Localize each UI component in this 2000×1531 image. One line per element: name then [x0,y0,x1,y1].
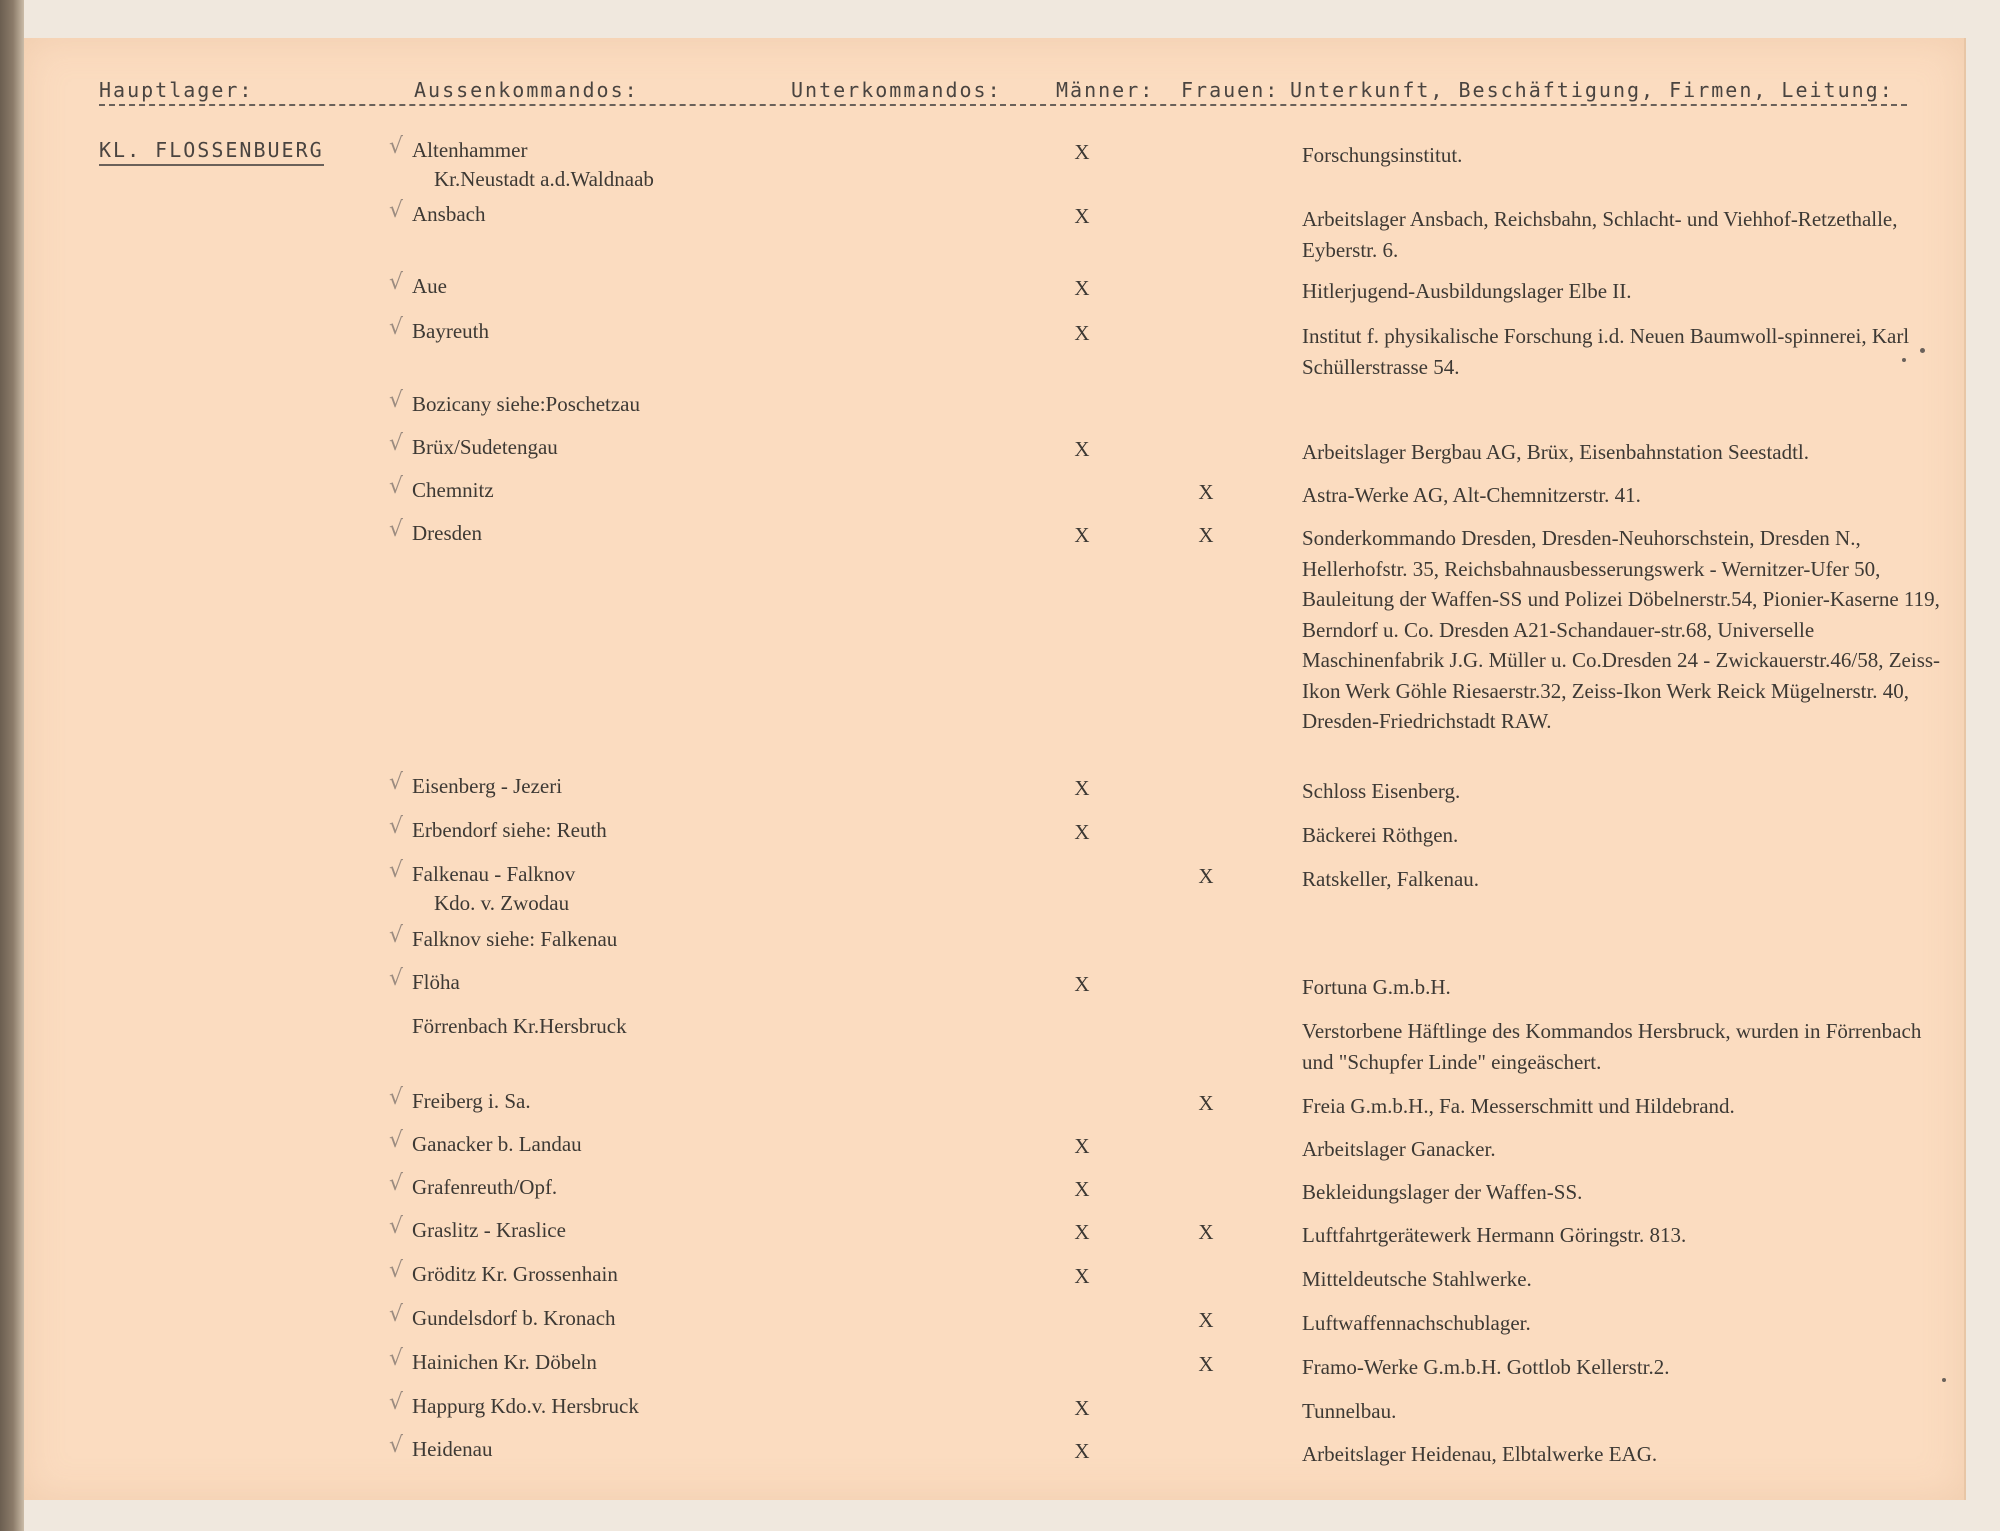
sub-camp-name-line: Altenhammer [412,138,528,162]
checkmark-icon: √ [389,474,404,499]
book-binding [0,0,24,1531]
sub-camp-name [412,1087,531,1116]
main-camp-name: KL. FLOSSENBUERG [99,138,324,166]
checkmark-icon: √ [389,198,404,223]
sub-camp-name [412,1435,492,1464]
accommodation-description: Luftwaffennachschublager. [1302,1311,1531,1335]
accommodation-description: Astra-Werke AG, Alt-Chemnitzerstr. 41. [1302,483,1641,507]
men-mark: X [1074,1220,1090,1244]
sub-camp-name-line: Heidenau [412,1437,493,1461]
sub-camp-name-line: Ansbach [412,202,486,226]
accommodation-description: Tunnelbau. [1302,1399,1397,1423]
accommodation-description: Arbeitslager Bergbau AG, Brüx, Eisenbahnstation Seestadtl. [1302,440,1810,464]
sub-camp-name [412,519,482,548]
accommodation-description: Schloss Eisenberg. [1302,779,1461,803]
accommodation-description: Bäckerei Röthgen. [1302,823,1459,847]
accommodation-description: Arbeitslager Heidenau, Elbtalwerke EAG. [1302,1442,1658,1466]
header-details: Unterkunft, Beschäftigung, Firmen, Leitung: [1290,78,1894,102]
women-mark: X [1198,523,1214,547]
checkmark-icon: √ [389,1433,404,1458]
ink-fleck [1902,358,1906,362]
sub-camp-name-line: Bozicany siehe:Poschetzau [412,392,641,416]
sub-camp-name-line: Chemnitz [412,478,494,502]
men-mark: X [1074,1134,1090,1158]
men-mark: X [1074,437,1090,461]
sub-camp-name-line: Gundelsdorf b. Kronach [412,1306,616,1330]
checkmark-icon: √ [389,1302,404,1327]
sub-camp-name-line: Bayreuth [412,319,489,343]
sub-camp-name-line: Brüx/Sudetengau [412,435,558,459]
accommodation-description: Bekleidungslager der Waffen-SS. [1302,1180,1583,1204]
accommodation-description: Arbeitslager Ganacker. [1302,1137,1496,1161]
sub-camp-name-line: Freiberg i. Sa. [412,1089,531,1113]
men-mark: X [1074,1439,1090,1463]
checkmark-icon: √ [389,923,404,948]
sub-camp-name [412,968,460,997]
sub-camp-name-line: Falknov siehe: Falkenau [412,927,618,951]
checkmark-icon: √ [389,814,404,839]
sub-camp-name [412,1216,566,1245]
checkmark-icon: √ [389,1258,404,1283]
men-mark: X [1074,1396,1090,1420]
sub-camp-name [412,272,447,301]
sub-camp-name [412,200,485,229]
sub-camp-location-line: Kr.Neustadt a.d.Waldnaab [434,167,654,191]
sub-camp-name [412,1260,618,1289]
sub-camp-name-line: Dresden [412,521,482,545]
sub-camp-name [412,317,489,346]
sub-camp-name [412,1012,627,1041]
sub-camp-name-line: Eisenberg - Jezeri [412,774,563,798]
sub-camp-name [412,1304,616,1333]
accommodation-description: Freia G.m.b.H., Fa. Messerschmitt und Hildebrand. [1302,1094,1735,1118]
accommodation-description: Forschungsinstitut. [1302,143,1463,167]
accommodation-description: Sonderkommando Dresden, Dresden-Neuhorschstein, Dresden N., Hellerhofstr. 35, Reichsbahnausbesserungswerk - Wernitzer-Ufer 50, Bauleitung der Waffen-SS und Polizei Döbelnerstr.54, Pionier-Kaserne 119, Berndorf u. Co. Dresden A21-Schandauer-str.68, Universelle Maschinenfabrik J.G. Müller u. Co.Dresden 24 - Zwickauerstr.46/58, Zeiss-Ikon Werk Göhle Riesaerstr.32, Zeiss-Ikon Werk Reick Mügelnerstr. 40, Dresden-Friedrichstadt RAW. [1302,526,1941,733]
sub-camp-name [412,816,607,845]
sub-camp-name [412,772,562,801]
sub-camp-name [412,390,640,419]
sub-camp-name [412,1173,557,1202]
header-main-camp: Hauptlager: [99,78,254,102]
checkmark-icon: √ [389,388,404,413]
sub-camp-name-line: Erbendorf siehe: Reuth [412,818,607,842]
header-women: Frauen: [1181,78,1280,102]
checkmark-icon: √ [389,770,404,795]
checkmark-icon: √ [389,517,404,542]
women-mark: X [1198,1091,1214,1115]
accommodation-description: Framo-Werke G.m.b.H. Gottlob Kellerstr.2. [1302,1355,1670,1379]
sub-camp-name-line: Förrenbach Kr.Hersbruck [412,1014,627,1038]
sub-camp-name [412,476,494,505]
sub-camp-name-line: Ganacker b. Landau [412,1132,582,1156]
men-mark: X [1074,972,1090,996]
sub-camp-name-line: Flöha [412,970,460,994]
men-mark: X [1074,523,1090,547]
women-mark: X [1198,1220,1214,1244]
checkmark-icon: √ [389,315,404,340]
accommodation-description: Institut f. physikalische Forschung i.d. Neuen Baumwoll-spinnerei, Karl Schüllerstrasse 54. [1302,324,1910,379]
sub-camp-name-line: Falkenau - Falknov [412,862,576,886]
accommodation-description: Mitteldeutsche Stahlwerke. [1302,1267,1532,1291]
sub-camp-name-line: Graslitz - Kraslice [412,1218,566,1242]
accommodation-description: Fortuna G.m.b.H. [1302,975,1451,999]
sub-camp-name-line: Grafenreuth/Opf. [412,1175,558,1199]
women-mark: X [1198,1308,1214,1332]
women-mark: X [1198,864,1214,888]
sub-camp-name [412,1392,639,1421]
men-mark: X [1074,204,1090,228]
header-sub-units: Unterkommandos: [791,78,1002,102]
sub-camp-name [412,860,575,918]
checkmark-icon: √ [389,1390,404,1415]
sub-camp-name [412,925,617,954]
men-mark: X [1074,1177,1090,1201]
header-underline [99,104,1907,106]
ink-fleck [1942,1378,1946,1382]
women-mark: X [1198,1352,1214,1376]
accommodation-description: Luftfahrtgerätewerk Hermann Göringstr. 813. [1302,1223,1687,1247]
ink-fleck [1920,348,1925,353]
checkmark-icon: √ [389,1085,404,1110]
accommodation-description: Hitlerjugend-Ausbildungslager Elbe II. [1302,279,1632,303]
checkmark-icon: √ [389,1171,404,1196]
document-page [24,38,1966,1500]
accommodation-description: Verstorbene Häftlinge des Kommandos Hersbruck, wurden in Förrenbach und "Schupfer Linde" eingeäschert. [1302,1019,1922,1074]
header-sub-camps: Aussenkommandos: [414,78,639,102]
checkmark-icon: √ [389,431,404,456]
checkmark-icon: √ [389,134,404,159]
men-mark: X [1074,820,1090,844]
sub-camp-name-line: Happurg Kdo.v. Hersbruck [412,1394,639,1418]
checkmark-icon: √ [389,1128,404,1153]
men-mark: X [1074,140,1090,164]
checkmark-icon: √ [389,1214,404,1239]
sub-camp-location-line: Kdo. v. Zwodau [434,891,570,915]
accommodation-description: Arbeitslager Ansbach, Reichsbahn, Schlacht- und Viehhof-Retzethalle, Eyberstr. 6. [1302,207,1898,262]
sub-camp-name-line: Hainichen Kr. Döbeln [412,1350,597,1374]
sub-camp-name-line: Gröditz Kr. Grossenhain [412,1262,618,1286]
checkmark-icon: √ [389,966,404,991]
sub-camp-name [412,1348,597,1377]
header-men: Männer: [1056,78,1155,102]
checkmark-icon: √ [389,1346,404,1371]
sub-camp-name [412,1130,582,1159]
women-mark: X [1198,480,1214,504]
checkmark-icon: √ [389,270,404,295]
sub-camp-name-line: Aue [412,274,447,298]
sub-camp-name [412,433,558,462]
accommodation-description: Ratskeller, Falkenau. [1302,867,1480,891]
men-mark: X [1074,321,1090,345]
sub-camp-name [412,136,654,194]
men-mark: X [1074,276,1090,300]
men-mark: X [1074,776,1090,800]
checkmark-icon: √ [389,858,404,883]
men-mark: X [1074,1264,1090,1288]
